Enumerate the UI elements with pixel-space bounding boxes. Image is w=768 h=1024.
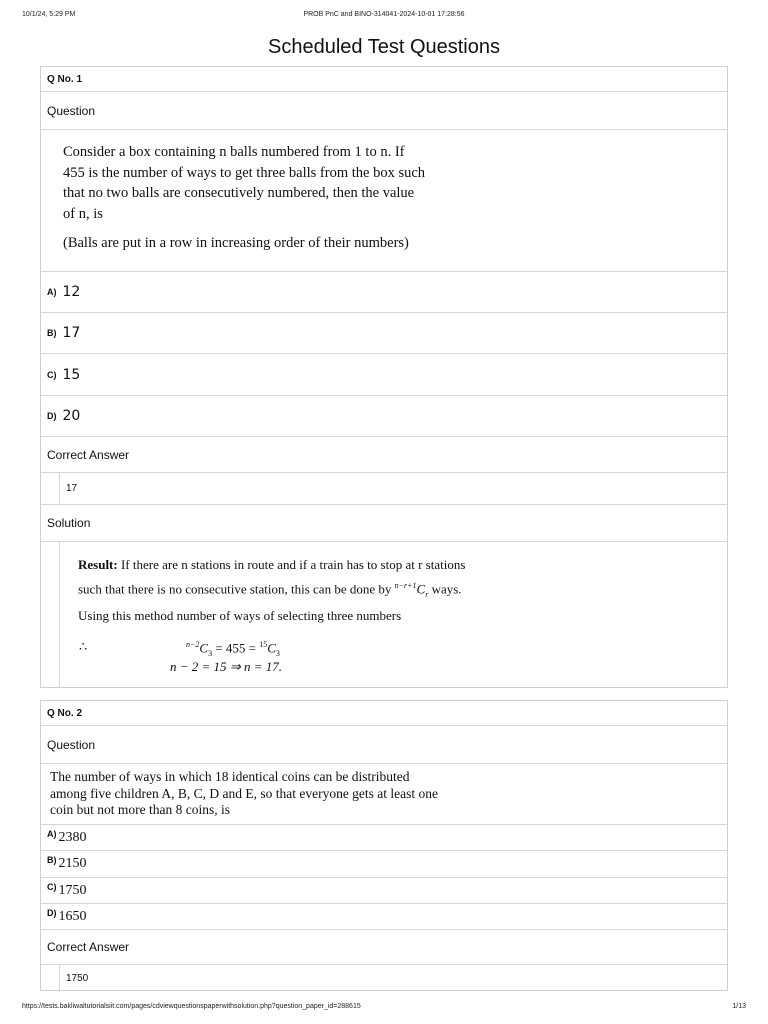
solution-equations [78, 626, 465, 676]
correct-answer-row [41, 473, 727, 505]
solution-label: Solution [47, 516, 91, 530]
question-text-line: 455 is the number of ways to get three balls from the box such [63, 164, 426, 181]
option-key: D) [47, 411, 57, 421]
question-card-2 [40, 700, 728, 991]
equation-middle: = 455 = [215, 640, 256, 656]
option-c[interactable] [41, 878, 727, 904]
question-number-row [41, 701, 727, 726]
formula-c: C [416, 581, 426, 597]
option-a[interactable] [41, 272, 727, 313]
option-value: 12 [62, 284, 81, 300]
page-title: Scheduled Test Questions [267, 36, 500, 58]
correct-answer-label-row [41, 437, 727, 473]
formula-superscript: n−r+1 [394, 581, 417, 590]
correct-answer-row [41, 965, 727, 992]
question-card-1 [40, 66, 728, 688]
option-key: D) [47, 908, 57, 918]
solution-line-3: Using this method number of ways of selecting three numbers [78, 607, 402, 623]
solution-text [78, 554, 465, 676]
print-footer [22, 1003, 746, 1013]
question-label-row [41, 92, 727, 130]
question-label-row [41, 726, 727, 764]
option-a[interactable] [41, 825, 727, 851]
solution-line-text: If there are n stations in route and if a train has to stop at r stations [120, 557, 466, 572]
option-key: C) [47, 369, 57, 380]
option-value: 2150 [58, 856, 87, 871]
correct-answer-label: Correct Answer [47, 447, 130, 462]
question-body [41, 764, 727, 825]
option-key: C) [47, 882, 57, 892]
print-doc-title: PROB PnC and BINO-314041-2024-10-01 17:28:56 [303, 11, 465, 18]
correct-answer-value: 17 [59, 473, 727, 504]
print-datetime: 10/1/24, 5:29 PM [22, 11, 76, 18]
question-number: Q No. 2 [47, 707, 83, 719]
solution-line-1 [78, 554, 465, 575]
option-b[interactable] [41, 313, 727, 354]
therefore-symbol: ∴ [79, 638, 88, 654]
question-label: Question [47, 103, 96, 118]
question-number: Q No. 1 [47, 73, 83, 85]
correct-answer-label-row [41, 930, 727, 965]
option-key: A) [47, 829, 57, 839]
option-key: B) [47, 328, 57, 338]
formula-c: C [267, 640, 276, 656]
equation-2: n − 2 = 15 ⇒ n = 17. [170, 658, 282, 674]
question-body [41, 130, 727, 272]
question-text-line: of n, is [63, 205, 103, 222]
option-b[interactable] [41, 851, 727, 878]
solution-body [41, 542, 727, 687]
question-number-row [41, 67, 727, 92]
formula-superscript: n−2 [186, 639, 200, 649]
formula-superscript: 15 [259, 639, 268, 649]
option-value: 1650 [58, 909, 87, 924]
page-url: https://tests.bakliwaltutorialsiit.com/pages/cdviewquestionspaperwithsolution.php?question_paper_id=288615 [22, 1003, 361, 1010]
formula-c: C [199, 640, 209, 656]
formula-subscript: r [425, 589, 429, 599]
question-note: (Balls are put in a row in increasing order of their numbers) [63, 235, 409, 251]
question-text-line: coin but not more than 8 coins, is [50, 802, 230, 817]
option-value: 20 [62, 408, 81, 424]
option-key: A) [47, 287, 57, 297]
option-d[interactable] [41, 904, 727, 930]
solution-line-text: such that there is no consecutive station, this can be done by [78, 581, 392, 597]
question-text-line: that no two balls are consecutively numbered, then the value [63, 185, 415, 201]
formula-subscript: 3 [275, 648, 280, 658]
question-text-line: The number of ways in which 18 identical coins can be distributed [50, 769, 410, 784]
question-text-line: among five children A, B, C, D and E, so that everyone gets at least one [50, 785, 439, 801]
solution-label-row [41, 505, 727, 542]
solution-line-text: ways. [431, 581, 462, 597]
correct-answer-value: 1750 [59, 965, 727, 992]
question-text [63, 142, 425, 254]
question-text [50, 769, 438, 819]
solution-line-2 [78, 575, 465, 605]
formula-subscript: 3 [208, 648, 213, 658]
question-label: Question [47, 737, 96, 752]
option-value: 2380 [58, 830, 87, 845]
option-d[interactable] [41, 396, 727, 437]
option-value: 15 [62, 366, 81, 383]
page-number: 1/13 [732, 1003, 746, 1010]
result-word: Result: [78, 557, 118, 572]
option-value: 17 [62, 325, 81, 341]
option-key: B) [47, 855, 57, 865]
option-c[interactable] [41, 354, 727, 396]
correct-answer-label: Correct Answer [47, 940, 130, 954]
question-text-line: Consider a box containing n balls numbered from 1 to n. If [63, 144, 405, 160]
option-value: 1750 [58, 883, 87, 898]
print-header [22, 11, 746, 21]
